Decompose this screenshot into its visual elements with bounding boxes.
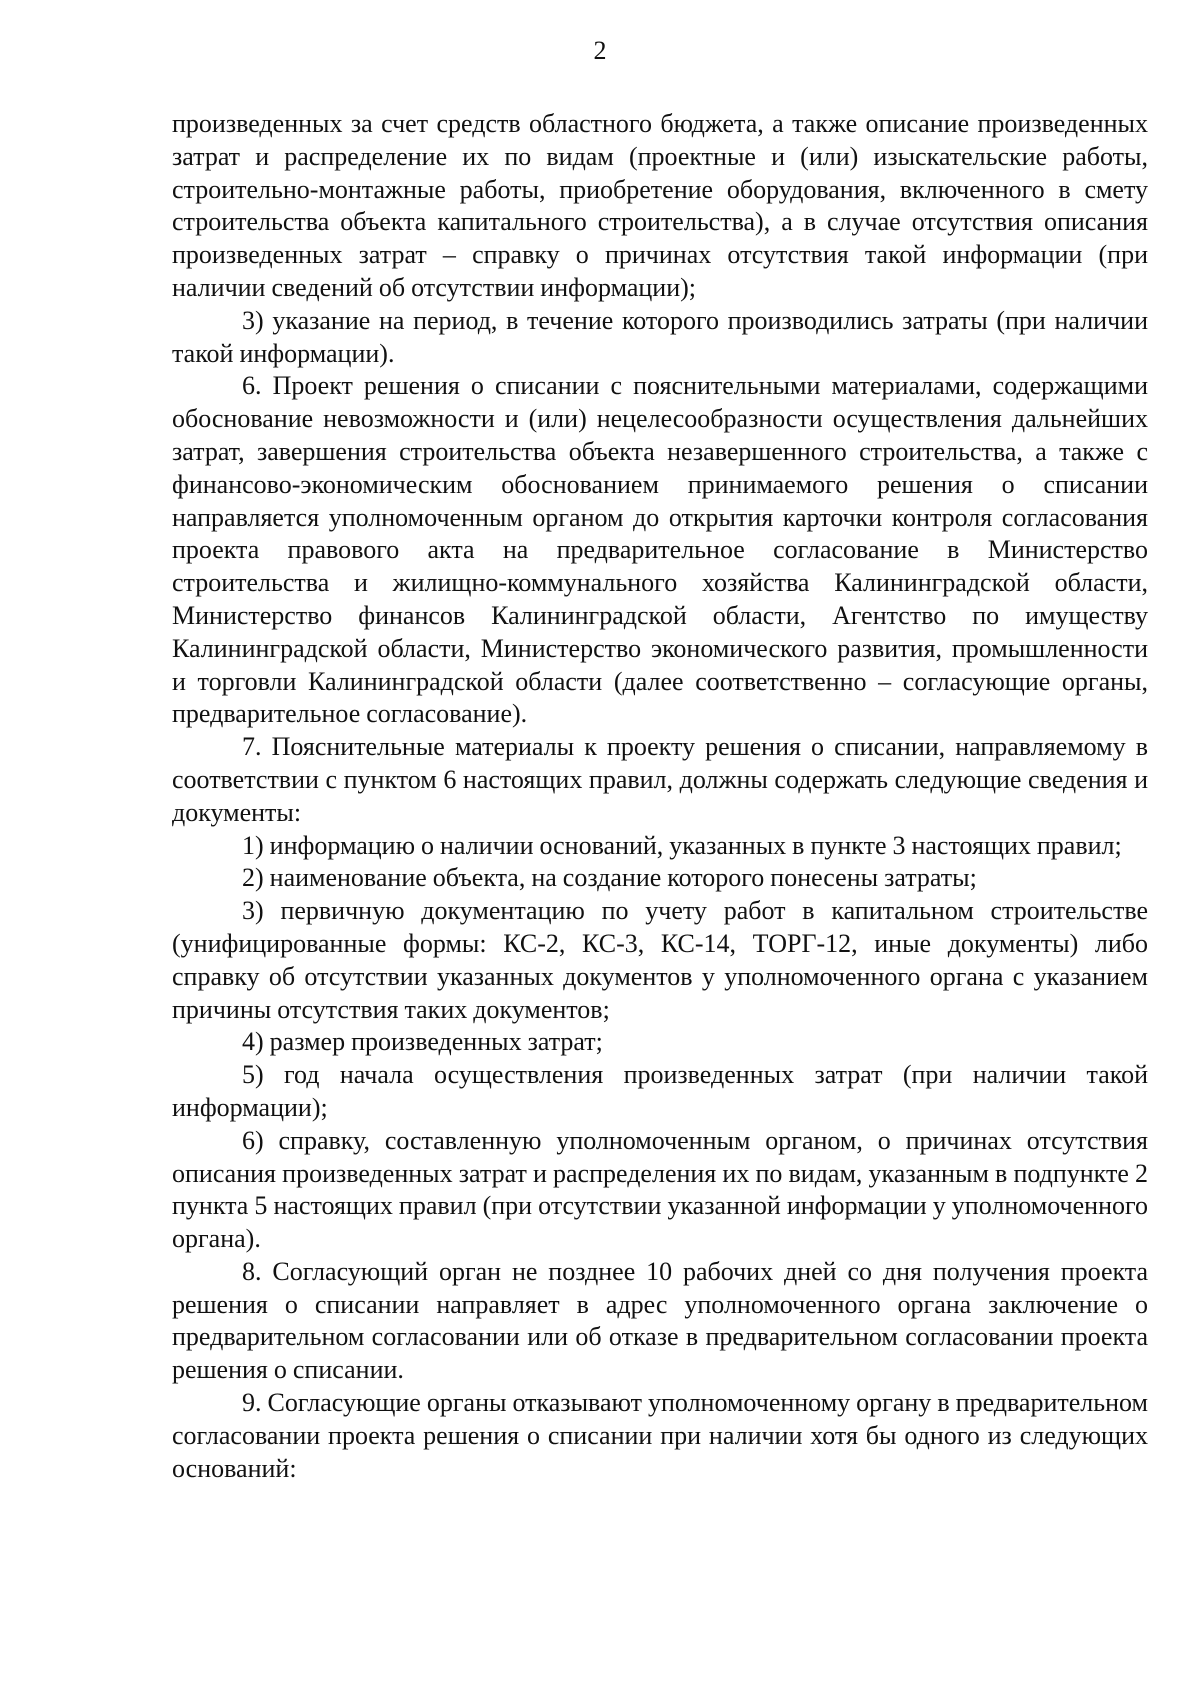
- paragraph-9: 9. Согласующие органы отказывают уполномоченному органу в предварительном согласовании проекта решения о списании при наличии хотя бы одного из следующих оснований:: [172, 1388, 1148, 1483]
- paragraph-7-item-6: 6) справку, составленную уполномоченным органом, о причинах отсутствия описания произведенных затрат и распределения их по видам, указанным в подпункте 2 пункта 5 настоящих правил (при отсутствии указанной информации у уполномоченного органа).: [172, 1125, 1148, 1254]
- paragraph-6: 6. Проект решения о списании с пояснительными материалами, содержащими обоснование невозможности и (или) нецелесообразности осуществления дальнейших затрат, завершения строительства объекта незавершенного строительства, а также с финансово-экономическим обоснованием принимаемого решения о списании направляется уполномоченным органом до открытия карточки контроля согласования проекта правового акта на предварительное согласование в Министерство строительства и жилищно-коммунального хозяйства Калининградской области, Министерство финансов Калининградской области, Агентство по имуществу Калининградской области, Министерство экономического развития, промышленности и торговли Калининградской области (далее соответственно – согласующие органы, предварительное согласование).: [172, 371, 1148, 729]
- paragraph-7-item-2: 2) наименование объекта, на создание которого понесены затраты;: [242, 863, 977, 893]
- paragraph-7-item-4: 4) размер произведенных затрат;: [242, 1027, 603, 1057]
- paragraph-7-item-5: 5) год начала осуществления произведенных затрат (при наличии такой информации);: [172, 1060, 1148, 1122]
- paragraph-8: 8. Согласующий орган не позднее 10 рабочих дней со дня получения проекта решения о списании направляет в адрес уполномоченного органа заключение о предварительном согласовании или об отказе в предварительном согласовании проекта решения о списании.: [172, 1256, 1148, 1385]
- paragraph-7-item-1: 1) информацию о наличии оснований, указанных в пункте 3 настоящих правил;: [242, 830, 1122, 860]
- paragraph-7-item-3: 3) первичную документацию по учету работ в капитальном строительстве (унифицированные формы: КС-2, КС-3, КС-14, ТОРГ-12, иные документы) либо справку об отсутствии указанных документов у уполномоченного органа с указанием причины отсутствия таких документов;: [172, 896, 1148, 1024]
- paragraph-5-item-3: 3) указание на период, в течение которого производились затраты (при наличии такой информации).: [172, 305, 1148, 368]
- document-body: [172, 108, 1148, 1485]
- paragraph-7: 7. Пояснительные материалы к проекту решения о списании, направляемому в соответствии с пунктом 6 настоящих правил, должны содержать следующие сведения и документы:: [172, 732, 1148, 827]
- paragraph-5-continuation: произведенных за счет средств областного бюджета, а также описание произведенных затрат и распределение их по видам (проектные и (или) изыскательские работы, строительно-монтажные работы, приобретение оборудования, включенного в смету строительства объекта капитального строительства), а в случае отсутствия описания произведенных затрат – справку о причинах отсутствия такой информации (при наличии сведений об отсутствии информации);: [172, 109, 1148, 302]
- page-number: 2: [593, 36, 607, 65]
